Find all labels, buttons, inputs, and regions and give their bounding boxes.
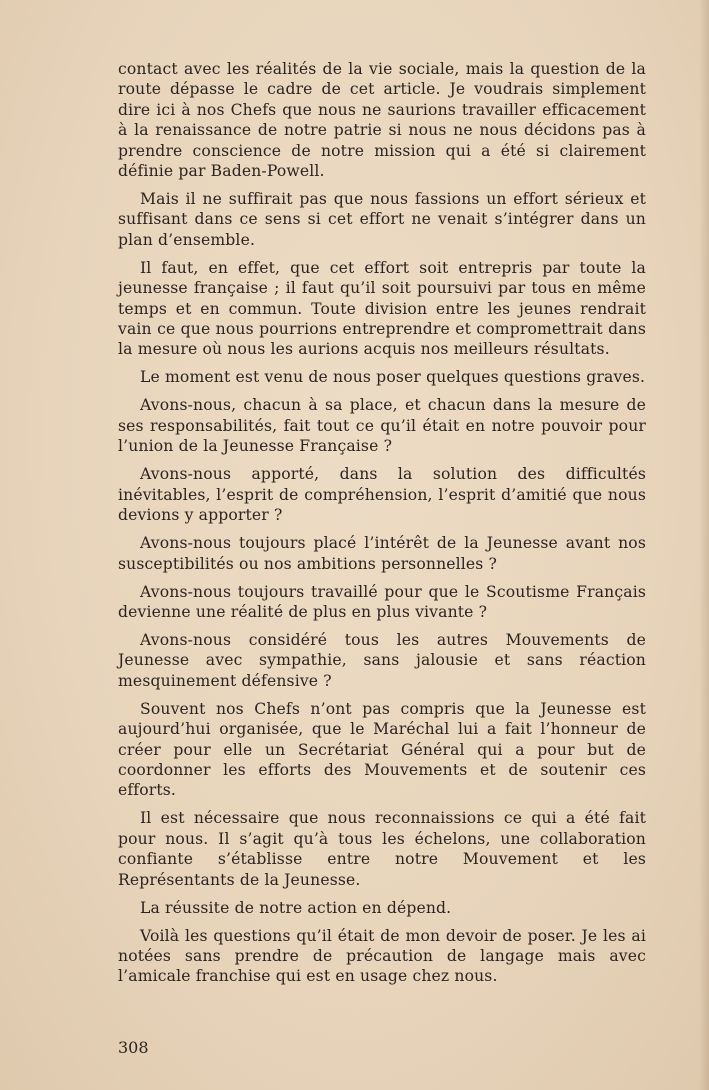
paragraph-effort-plan: Mais il ne suffirait pas que nous fassions un effort sérieux et suffisant dans ce sens si cet effort ne venait s’intégrer dans un plan d’ensemble. xyxy=(118,190,646,249)
paragraph-secretariat: Souvent nos Chefs n’ont pas compris que la Jeunesse est aujourd’hui organisée, que le Maréchal lui a fait l’honneur de créer pour elle un Secrétariat Général qui a pour but de coordonner les efforts des Mouvements et de soutenir ces efforts. xyxy=(118,699,646,800)
paragraph-jeunesse-unie: Il faut, en effet, que cet effort soit entrepris par toute la jeunesse française ; il faut qu’il soit poursuivi par tous en même temps et en commun. Toute division entre les jeunes rendrait vain ce que nous pourrions entreprendre et compromettrait dans la mesure où nous les aurions acquis nos meilleurs résultats. xyxy=(118,258,646,359)
body-text xyxy=(118,59,646,994)
paragraph-reussite: La réussite de notre action en dépend. xyxy=(140,898,452,917)
paragraph-question-mouvements: Avons-nous considéré tous les autres Mouvements de Jeunesse avec sympathie, sans jalousie et sans réaction mesquinement défensive ? xyxy=(118,630,646,690)
paragraph-question-interet: Avons-nous toujours placé l’intérêt de la Jeunesse avant nos susceptibilités ou nos ambitions personnelles ? xyxy=(118,534,646,573)
page-number: 308 xyxy=(118,1038,149,1057)
paragraph-question-scoutisme: Avons-nous toujours travaillé pour que le Scoutisme Français devienne une réalité de plus en plus vivante ? xyxy=(118,582,646,621)
page-edge-shadow xyxy=(699,0,709,1090)
paragraph-question-union: Avons-nous, chacun à sa place, et chacun dans la mesure de ses responsabilités, fait tout ce qu’il était en notre pouvoir pour l’union de la Jeunesse Française ? xyxy=(118,396,646,456)
paragraph-conclusion: Voilà les questions qu’il était de mon devoir de poser. Je les ai notées sans prendre de précaution de langage mais avec l’amicale franchise qui est en usage chez nous. xyxy=(118,926,646,986)
paragraph-question-comprehension: Avons-nous apporté, dans la solution des difficultés inévitables, l’esprit de compréhension, l’esprit d’amitié que nous devions y apporter ? xyxy=(118,465,646,525)
paragraph-continuation: contact avec les réalités de la vie sociale, mais la question de la route dépasse le cadre de cet article. Je voudrais simplement dire ici à nos Chefs que nous ne saurions travailler efficacement à la renaissance de notre patrie si nous ne nous décidons pas à prendre conscience de notre mission qui a été si clairement définie par Baden-Powell. xyxy=(118,60,646,181)
paragraph-questions-graves: Le moment est venu de nous poser quelques questions graves. xyxy=(140,368,646,387)
paragraph-collaboration: Il est nécessaire que nous reconnaissions ce qui a été fait pour nous. Il s’agit qu’à tous les échelons, une collaboration confiante s’établisse entre notre Mouvement et les Représentants de la Jeunesse. xyxy=(118,809,646,889)
